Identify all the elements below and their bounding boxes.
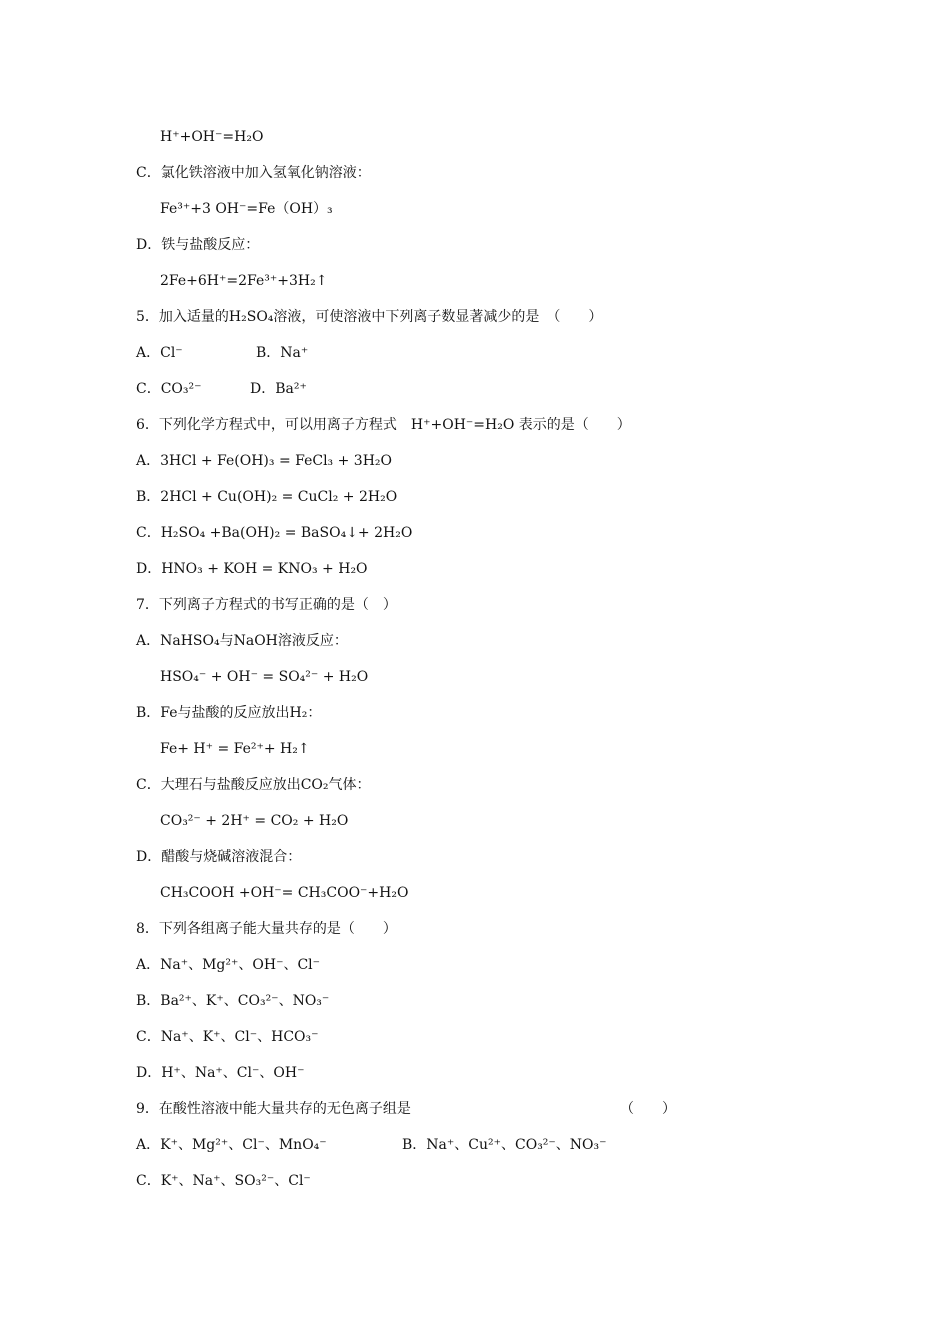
options-row	[136, 379, 307, 399]
option-c: C．大理石与盐酸反应放出CO₂气体：	[136, 777, 371, 793]
option-d: D．醋酸与烧碱溶液混合：	[136, 849, 302, 865]
option-a: A．3HCl + Fe(OH)₃ = FeCl₃ + 3H₂O	[136, 453, 393, 469]
question-6: 6．下列化学方程式中，可以用离子方程式 H⁺+OH⁻=H₂O 表示的是（ ）	[136, 417, 631, 433]
equation-line: 2Fe+6H⁺=2Fe³⁺+3H₂↑	[160, 273, 328, 289]
option-b: B．Na⁺、Cu²⁺、CO₃²⁻、NO₃⁻	[402, 1137, 607, 1153]
equation-line: Fe+ H⁺ = Fe²⁺+ H₂↑	[160, 741, 310, 757]
option-b: B．Ba²⁺、K⁺、CO₃²⁻、NO₃⁻	[136, 993, 330, 1009]
option-a: A．NaHSO₄与NaOH溶液反应：	[136, 633, 348, 649]
equation-line: Fe³⁺+3 OH⁻=Fe（OH）₃	[160, 201, 333, 217]
equation-line: CO₃²⁻ + 2H⁺ = CO₂ + H₂O	[160, 813, 349, 829]
option-b: B．2HCl + Cu(OH)₂ = CuCl₂ + 2H₂O	[136, 489, 398, 505]
option-b: B．Na⁺	[256, 345, 309, 361]
question-8: 8．下列各组离子能大量共存的是（ ）	[136, 921, 397, 937]
equation-line: HSO₄⁻ + OH⁻ = SO₄²⁻ + H₂O	[160, 669, 369, 685]
answer-bracket: （ ）	[620, 1101, 676, 1117]
option-c: C．CO₃²⁻	[136, 381, 202, 397]
option-d: D．铁与盐酸反应：	[136, 237, 260, 253]
option-d: D．Ba²⁺	[250, 381, 307, 397]
question-5: 5．加入适量的H₂SO₄溶液，可使溶液中下列离子数显著减少的是 （ ）	[136, 309, 603, 325]
question-9	[136, 1099, 676, 1119]
option-c: C．K⁺、Na⁺、SO₃²⁻、Cl⁻	[136, 1173, 311, 1189]
option-a: A．K⁺、Mg²⁺、Cl⁻、MnO₄⁻	[136, 1137, 327, 1153]
option-a: A．Cl⁻	[136, 345, 183, 361]
option-d: D．HNO₃ + KOH = KNO₃ + H₂O	[136, 561, 368, 577]
option-b: B．Fe与盐酸的反应放出H₂：	[136, 705, 322, 721]
options-row	[136, 343, 308, 363]
equation-line: H⁺+OH⁻=H₂O	[160, 129, 264, 145]
option-c: C．氯化铁溶液中加入氢氧化钠溶液：	[136, 165, 371, 181]
option-a: A．Na⁺、Mg²⁺、OH⁻、Cl⁻	[136, 957, 321, 973]
option-c: C．H₂SO₄ +Ba(OH)₂ = BaSO₄↓+ 2H₂O	[136, 525, 413, 541]
question-7: 7．下列离子方程式的书写正确的是（ ）	[136, 597, 397, 613]
option-d: D．H⁺、Na⁺、Cl⁻、OH⁻	[136, 1065, 305, 1081]
question-9-text: 9．在酸性溶液中能大量共存的无色离子组是	[136, 1101, 411, 1117]
equation-line: CH₃COOH +OH⁻= CH₃COO⁻+H₂O	[160, 885, 409, 901]
option-c: C．Na⁺、K⁺、Cl⁻、HCO₃⁻	[136, 1029, 319, 1045]
options-row	[136, 1135, 607, 1155]
